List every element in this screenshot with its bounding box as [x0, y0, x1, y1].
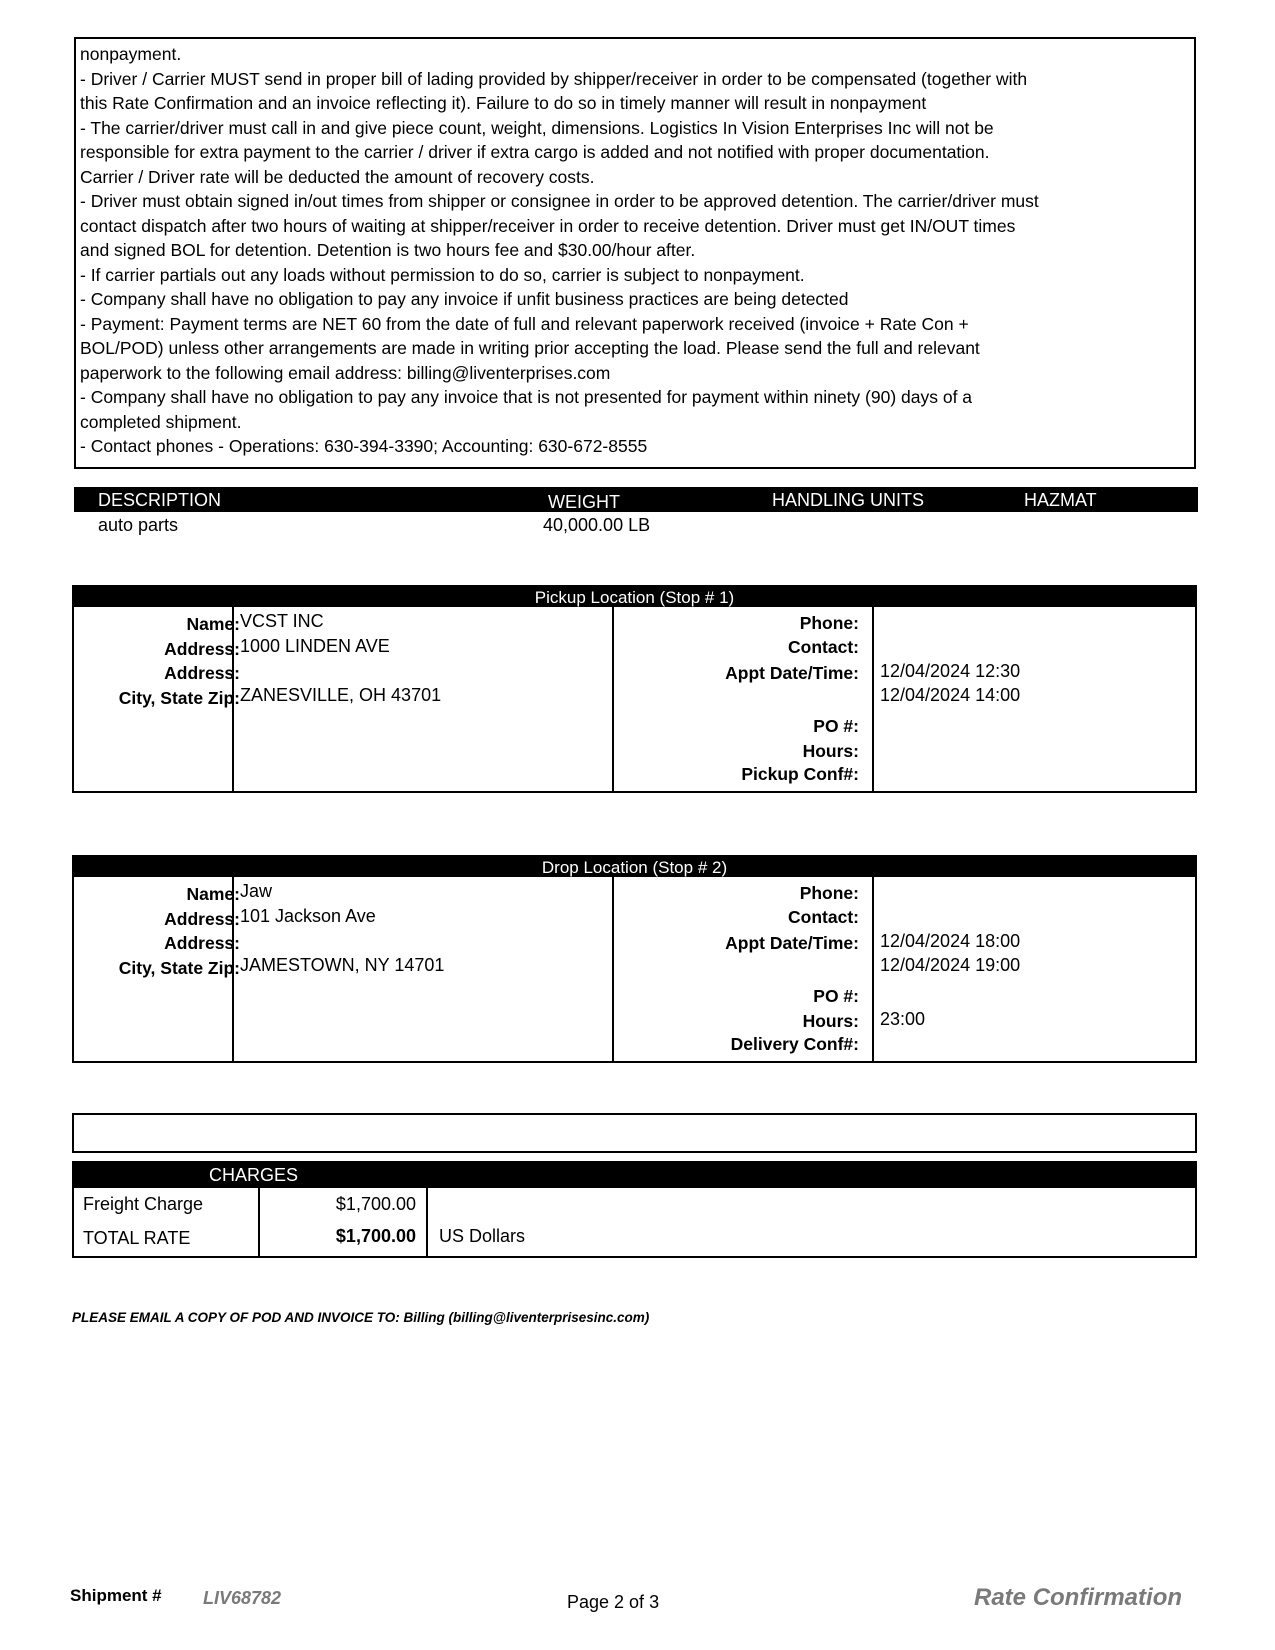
name-label: Name: — [186, 614, 240, 634]
phone-label: Phone: — [799, 613, 859, 633]
charges-header — [74, 1163, 1195, 1188]
terms-line: Carrier / Driver rate will be deducted the amount of recovery costs. — [80, 167, 595, 187]
terms-box — [74, 37, 1196, 469]
header-weight: WEIGHT — [548, 492, 620, 512]
address-label: Address: — [164, 639, 240, 659]
terms-line: BOL/POD) unless other arrangements are made in writing prior accepting the load. Please send the full and relevant — [80, 338, 980, 358]
header-description: DESCRIPTION — [98, 490, 222, 510]
drop-appt-end: 12/04/2024 19:00 — [880, 955, 1021, 975]
divider — [258, 1188, 260, 1256]
drop-address: 101 Jackson Ave — [240, 906, 376, 926]
po-label: PO #: — [813, 716, 859, 736]
charges-title: CHARGES — [209, 1165, 299, 1185]
header-hazmat: HAZMAT — [1024, 490, 1097, 510]
item-row — [74, 512, 1198, 537]
items-header — [74, 487, 1198, 512]
terms-line: and signed BOL for detention. Detention is two hours fee and $30.00/hour after. — [80, 240, 696, 260]
pickup-name: VCST INC — [240, 611, 324, 631]
total-rate-label: TOTAL RATE — [83, 1228, 191, 1248]
terms-line: - Driver must obtain signed in/out times from shipper or consignee in order to be approved detention. The carrier/driver must — [80, 191, 1039, 211]
hours-label: Hours: — [802, 741, 859, 761]
shipment-id: LIV68782 — [203, 1588, 282, 1608]
email-note: PLEASE EMAIL A COPY OF POD AND INVOICE TO: Billing (billing@liventerprisesinc.com) — [72, 1310, 650, 1325]
pickup-address: 1000 LINDEN AVE — [240, 636, 390, 656]
blank-box — [72, 1113, 1197, 1153]
address-label: Address: — [164, 933, 240, 953]
page-number: Page 2 of 3 — [567, 1592, 660, 1612]
terms-line: completed shipment. — [80, 412, 242, 432]
pickup-location — [72, 585, 1197, 793]
drop-title: Drop Location (Stop # 2) — [74, 857, 1195, 877]
terms-line: contact dispatch after two hours of waiting at shipper/receiver in order to receive detention. Driver must get IN/OUT times — [80, 216, 1016, 236]
terms-line: - Driver / Carrier MUST send in proper bill of lading provided by shipper/receiver in order to be compensated (together with — [80, 69, 1028, 89]
appt-label: Appt Date/Time: — [725, 663, 859, 683]
address-label: Address: — [164, 663, 240, 683]
po-label: PO #: — [813, 986, 859, 1006]
document-title: Rate Confirmation — [974, 1584, 1183, 1611]
name-label: Name: — [186, 884, 240, 904]
divider — [426, 1188, 428, 1256]
pickup-city-state-zip: ZANESVILLE, OH 43701 — [240, 685, 442, 705]
item-description: auto parts — [98, 515, 179, 535]
header-handling-units: HANDLING UNITS — [772, 490, 925, 510]
freight-charge-label: Freight Charge — [83, 1194, 204, 1214]
phone-label: Phone: — [799, 883, 859, 903]
appt-label: Appt Date/Time: — [725, 933, 859, 953]
terms-line: paperwork to the following email address: billing@liventerprises.com — [80, 363, 611, 383]
terms-line: - Contact phones - Operations: 630-394-3390; Accounting: 630-672-8555 — [80, 436, 648, 456]
divider — [612, 607, 614, 791]
terms-line: - The carrier/driver must call in and give piece count, weight, dimensions. Logistics In Vision Enterprises Inc will not be — [80, 118, 994, 138]
terms-line: - Company shall have no obligation to pay any invoice if unfit business practices are being detected — [80, 289, 849, 309]
address-label: Address: — [164, 909, 240, 929]
drop-city-state-zip: JAMESTOWN, NY 14701 — [240, 955, 445, 975]
terms-line: - Company shall have no obligation to pay any invoice that is not presented for payment within ninety (90) days of a — [80, 387, 973, 407]
city-state-zip-label: City, State Zip: — [118, 958, 240, 978]
conf-label: Delivery Conf#: — [730, 1034, 859, 1054]
total-rate-amount: $1,700.00 — [335, 1226, 416, 1246]
freight-charge-amount: $1,700.00 — [335, 1194, 416, 1214]
terms-line: - If carrier partials out any loads without permission to do so, carrier is subject to nonpayment. — [80, 265, 805, 285]
divider — [872, 877, 874, 1061]
terms-line: responsible for extra payment to the carrier / driver if extra cargo is added and not notified with proper documentation. — [80, 142, 990, 162]
item-weight: 40,000.00 LB — [543, 515, 651, 535]
terms-line: - Payment: Payment terms are NET 60 from the date of full and relevant paperwork received (invoice + Rate Con + — [80, 314, 969, 334]
drop-name: Jaw — [240, 881, 273, 901]
divider — [872, 607, 874, 791]
shipment-label: Shipment # — [70, 1586, 162, 1605]
drop-appt-start: 12/04/2024 18:00 — [880, 931, 1021, 951]
conf-label: Pickup Conf#: — [741, 764, 859, 784]
hours-label: Hours: — [802, 1011, 859, 1031]
pickup-appt-end: 12/04/2024 14:00 — [880, 685, 1021, 705]
pickup-title: Pickup Location (Stop # 1) — [74, 587, 1195, 607]
city-state-zip-label: City, State Zip: — [118, 688, 240, 708]
drop-hours: 23:00 — [880, 1009, 926, 1029]
terms-line: nonpayment. — [80, 44, 182, 64]
currency: US Dollars — [439, 1226, 526, 1246]
terms-line: this Rate Confirmation and an invoice reflecting it). Failure to do so in timely manner will result in nonpayment — [80, 93, 927, 113]
drop-location — [72, 855, 1197, 1063]
charges-table — [72, 1161, 1197, 1258]
divider — [612, 877, 614, 1061]
contact-label: Contact: — [788, 907, 859, 927]
pickup-appt-start: 12/04/2024 12:30 — [880, 661, 1021, 681]
contact-label: Contact: — [788, 637, 859, 657]
